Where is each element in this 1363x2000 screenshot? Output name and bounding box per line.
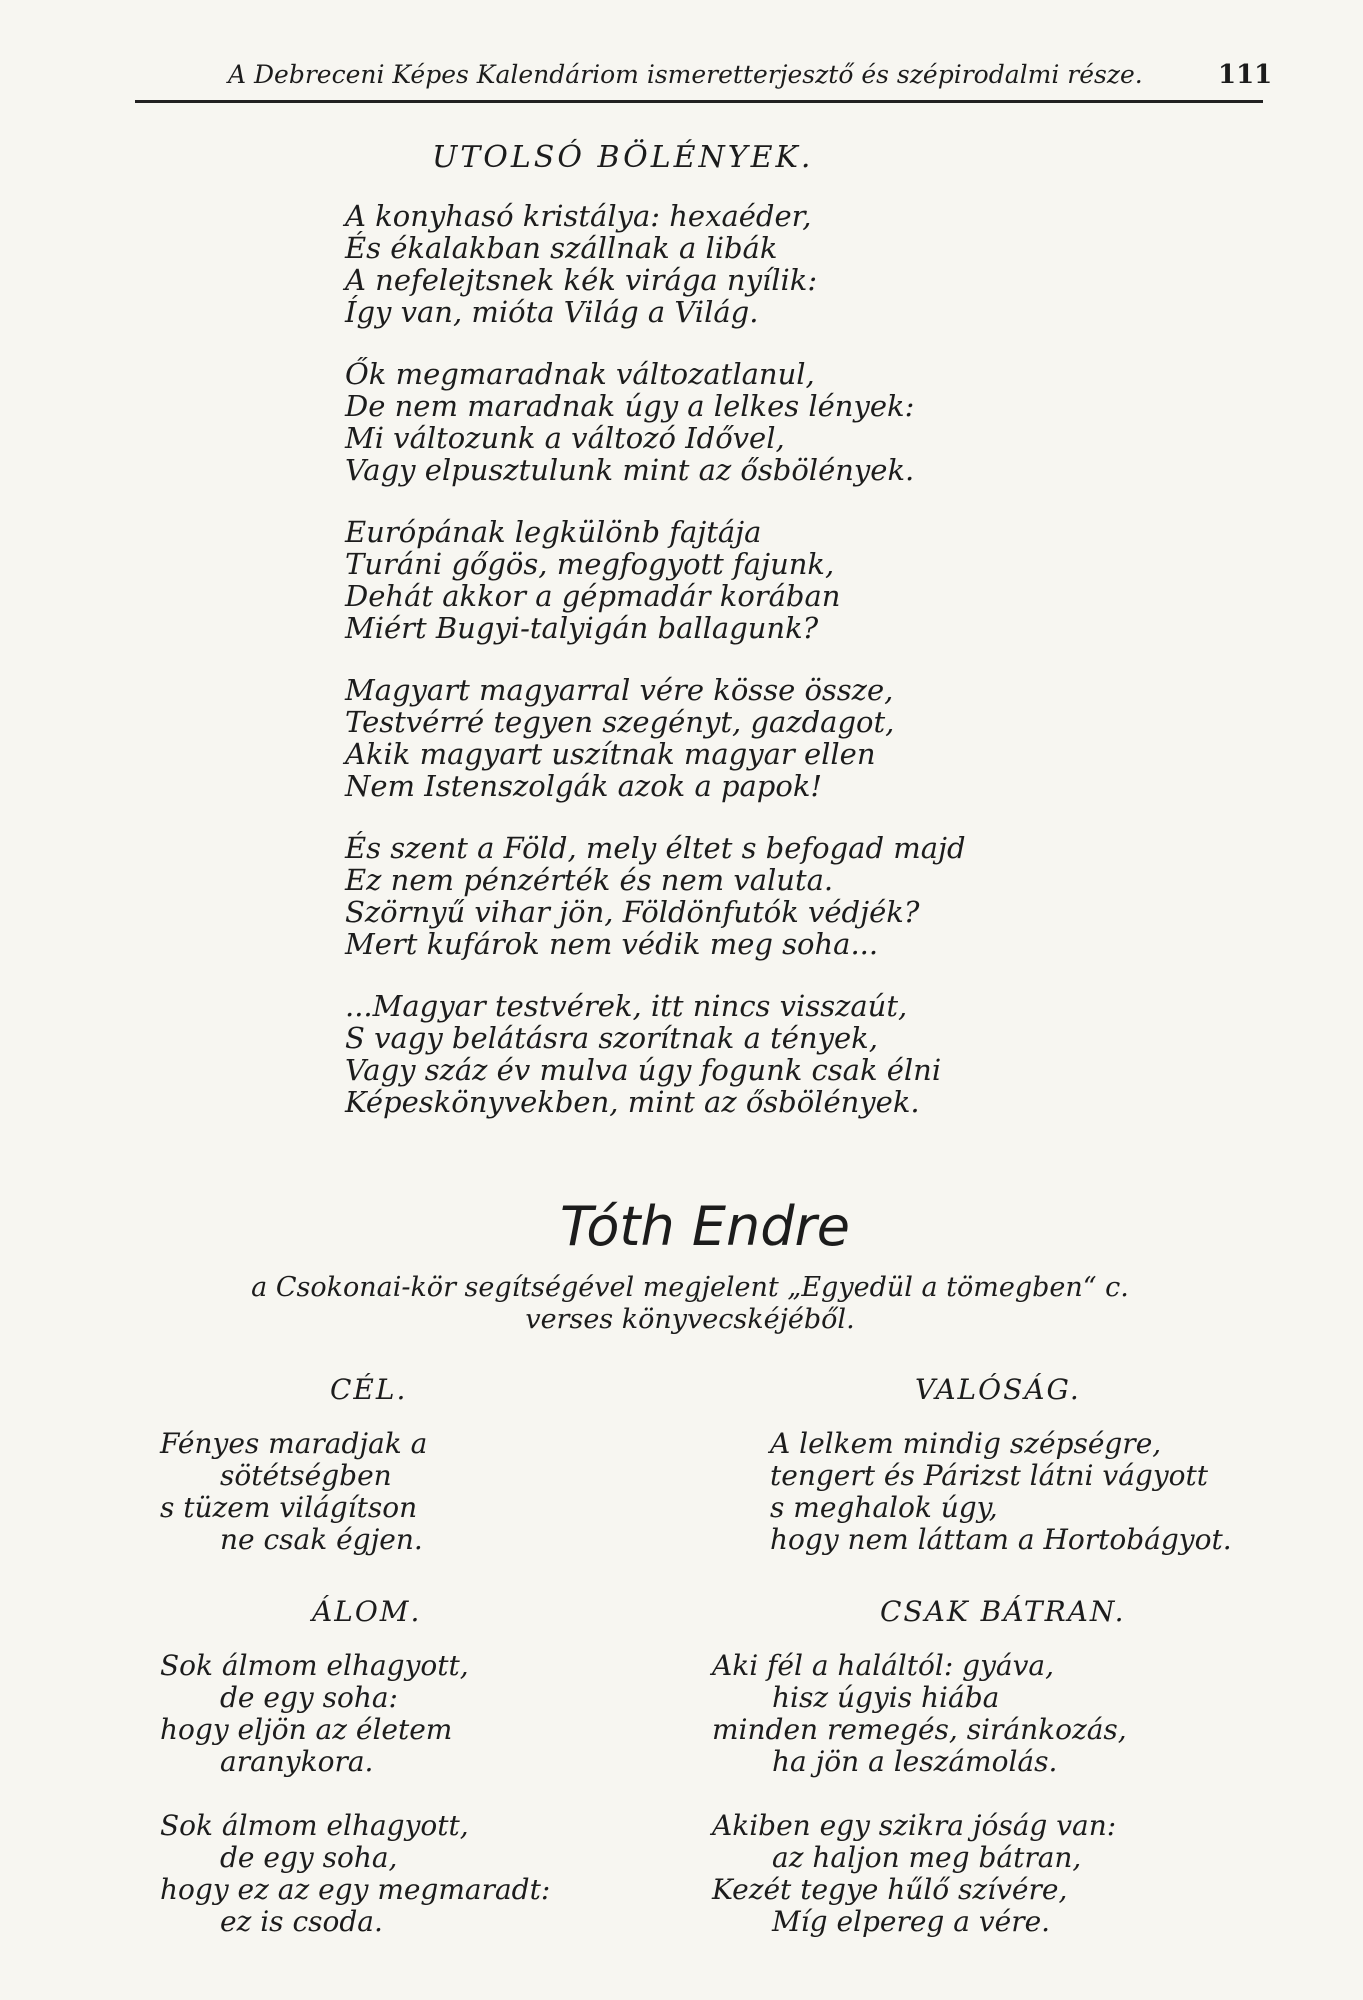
- stanza-gap: [712, 1778, 1127, 1810]
- verse-line: Fényes maradjak a: [160, 1427, 428, 1460]
- verse-line: Sok álmom elhagyott,: [160, 1649, 469, 1682]
- poem-alom: [160, 1650, 550, 1938]
- poem-title-alom: ÁLOM.: [312, 1595, 422, 1628]
- running-header: A Debreceni Képes Kalendáriom ismeretterjesztő és szépirodalmi része.: [228, 60, 1143, 89]
- verse-line: hogy ez az egy megmaradt:: [160, 1873, 551, 1906]
- verse-line: minden remegés, siránkozás,: [712, 1713, 1127, 1746]
- verse-line: A nefelejtsnek kék virága nyílik:: [345, 263, 818, 297]
- verse-line: Ők megmaradnak változatlanul,: [345, 357, 815, 391]
- intro-line: a Csokonai-kör segítségével megjelent „Egyedül a tömegben“ c.: [251, 1272, 1129, 1303]
- verse-line: S vagy belátásra szorítnak a tények,: [345, 1021, 878, 1055]
- verse-line: De nem maradnak úgy a lelkes lények:: [345, 389, 915, 423]
- author-heading: Tóth Endre: [560, 1195, 850, 1258]
- poem-body: [345, 200, 1045, 1148]
- verse-line: ...Magyar testvérek, itt nincs visszaút,: [345, 989, 908, 1023]
- verse-line: Így van, mióta Világ a Világ.: [345, 295, 759, 329]
- verse-line: Testvérré tegyen szegényt, gazdagot,: [345, 705, 895, 739]
- verse-line: Szörnyű vihar jön, Földönfutók védjék?: [345, 895, 920, 929]
- verse-line: Európának legkülönb fajtája: [345, 515, 762, 549]
- verse-line: ha jön a leszámolás.: [772, 1745, 1058, 1778]
- verse-line: Sok álmom elhagyott,: [160, 1809, 469, 1842]
- stanza: [345, 200, 1045, 328]
- stanza-gap: [160, 1778, 550, 1810]
- verse-line: Akik magyart uszítnak magyar ellen: [345, 737, 876, 771]
- stanza: [345, 990, 1045, 1118]
- verse-line: Akiben egy szikra jóság van:: [712, 1809, 1117, 1842]
- verse-line: hogy nem láttam a Hortobágyot.: [770, 1523, 1232, 1556]
- verse-line: az haljon meg bátran,: [772, 1841, 1082, 1874]
- verse-line: Míg elpereg a vére.: [772, 1905, 1051, 1938]
- verse-line: Mi változunk a változó Idővel,: [345, 421, 785, 455]
- verse-line: sötétségben: [220, 1459, 392, 1492]
- collection-intro: [200, 1272, 1180, 1336]
- verse-line: ne csak égjen.: [220, 1523, 423, 1556]
- verse-line: hisz úgyis hiába: [772, 1681, 1000, 1714]
- verse-line: de egy soha:: [220, 1681, 398, 1714]
- verse-line: s meghalok úgy,: [770, 1491, 998, 1524]
- stanza: [345, 674, 1045, 802]
- verse-line: Miért Bugyi-talyigán ballagunk?: [345, 611, 819, 645]
- verse-line: Turáni gőgös, megfogyott fajunk,: [345, 547, 835, 581]
- verse-line: A konyhasó kristálya: hexaéder,: [345, 199, 812, 233]
- verse-line: ez is csoda.: [220, 1905, 383, 1938]
- verse-line: Magyart magyarral vére kösse össze,: [345, 673, 894, 707]
- verse-line: hogy eljön az életem: [160, 1713, 453, 1746]
- poem-csak-batran: [712, 1650, 1127, 1938]
- intro-line: verses könyvecskéjéből.: [525, 1304, 855, 1335]
- poem-title-csak-batran: CSAK BÁTRAN.: [880, 1595, 1126, 1628]
- verse-line: És ékalakban szállnak a libák: [345, 231, 778, 265]
- stanza: [345, 516, 1045, 644]
- page-number: 111: [1218, 60, 1273, 90]
- stanza: [345, 358, 1045, 486]
- poem-cel: [160, 1428, 427, 1556]
- verse-line: A lelkem mindig szépségre,: [770, 1427, 1162, 1460]
- verse-line: de egy soha,: [220, 1841, 398, 1874]
- poem-title-cel: CÉL.: [330, 1373, 408, 1406]
- verse-line: Ez nem pénzérték és nem valuta.: [345, 863, 834, 897]
- poem-title: UTOLSÓ BÖLÉNYEK.: [432, 140, 814, 175]
- poem-valosag: [770, 1428, 1232, 1556]
- verse-line: És szent a Föld, mely éltet s befogad majd: [345, 831, 966, 865]
- verse-line: Képeskönyvekben, mint az ősbölények.: [345, 1085, 920, 1119]
- verse-line: s tüzem világítson: [160, 1491, 418, 1524]
- verse-line: Aki fél a haláltól: gyáva,: [712, 1649, 1055, 1682]
- verse-line: aranykora.: [220, 1745, 374, 1778]
- verse-line: Nem Istenszolgák azok a papok!: [345, 769, 823, 803]
- verse-line: Kezét tegye hűlő szívére,: [712, 1873, 1068, 1906]
- verse-line: Vagy elpusztulunk mint az ősbölények.: [345, 453, 915, 487]
- verse-line: tengert és Párizst látni vágyott: [770, 1459, 1209, 1492]
- verse-line: Vagy száz év mulva úgy fogunk csak élni: [345, 1053, 942, 1087]
- poem-title-valosag: VALÓSÁG.: [915, 1373, 1081, 1406]
- verse-line: Mert kufárok nem védik meg soha...: [345, 927, 879, 961]
- header-rule: [135, 100, 1263, 103]
- verse-line: Dehát akkor a gépmadár korában: [345, 579, 841, 613]
- stanza: [345, 832, 1045, 960]
